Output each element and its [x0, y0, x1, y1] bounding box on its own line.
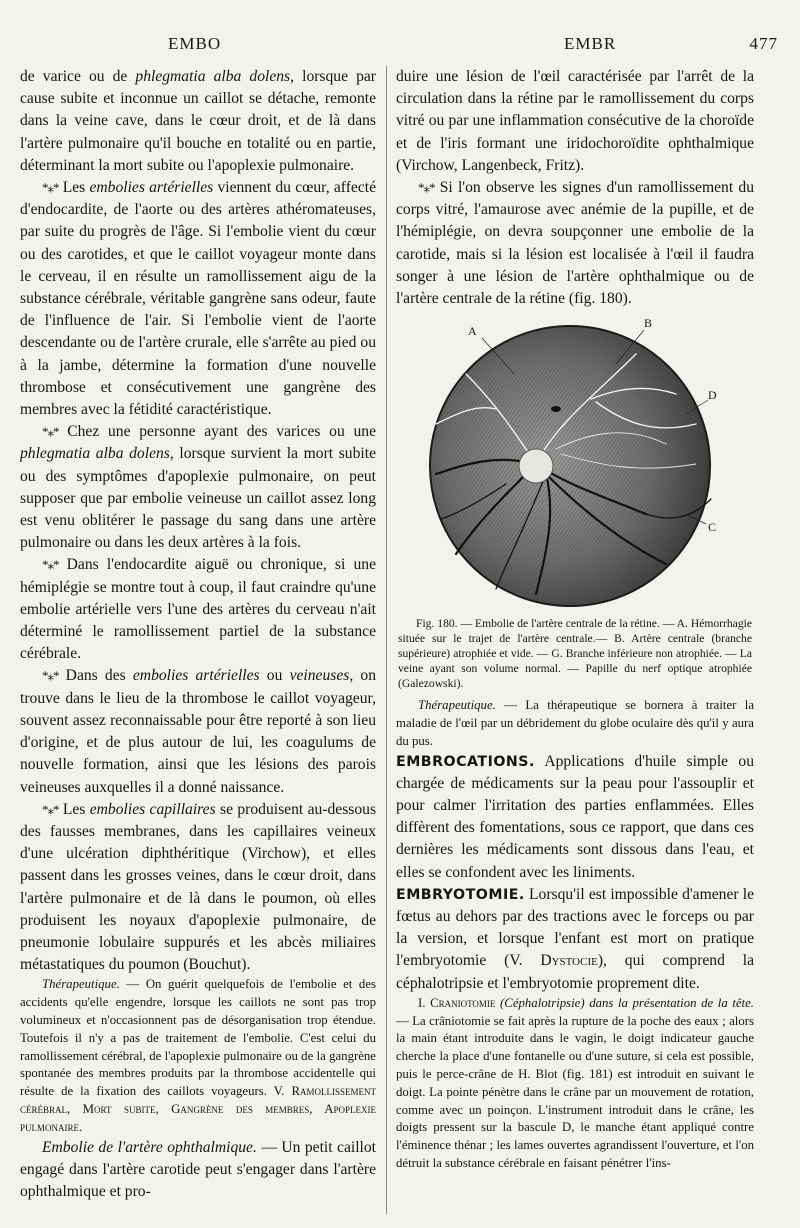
running-header	[18, 34, 778, 60]
text-run: — Un petit caillot engagé dans l'artère carotide peut s'engager dans l'artère ophthalmique et pro-	[20, 1138, 376, 1200]
asterism-icon: *⁎*	[42, 668, 59, 684]
retina-engraving	[396, 314, 754, 610]
italic-term: veineuses	[289, 667, 350, 685]
entry-embrocations	[396, 751, 754, 884]
subsection-title: Embolie de l'artère ophthalmique.	[42, 1138, 257, 1156]
italic-term: embolies capillaires	[89, 800, 216, 818]
fundus-hatching	[430, 326, 710, 606]
entry-headword: EMBROCATIONS.	[396, 753, 535, 770]
italic-term: phlegmatia alba dolens	[135, 68, 291, 85]
figure-label-a: A	[468, 324, 477, 339]
cross-references: Ramollissement cérébral, Mort subite, Gangrène des membres, Apoplexie pulmonaire.	[20, 1084, 376, 1134]
text-run: Si l'on observe les signes d'un ramollissement du corps vitré, l'amaurose avec anémie de la pupille, et de l'hémiplégie, on devra soupçonner une embolie de la carotide, mais si la lésion est localisée à l'œil il faudra songer à une lésion de l'artère ophthalmique ou de l'artère centrale de la rétine (fig. 180).	[396, 179, 754, 308]
paragraph-embolies-capillaires	[20, 799, 376, 977]
text-run: ou	[259, 667, 290, 685]
text-run: viennent du cœur, affecté d'endocardite, de l'aorte ou des artères athéromateuses, par suite du progrès de l'âge. Si l'embolie vient du cœur ou des carotides, et que le caillot voyageur monte dans le cerveau, il en résulte un ramollissement aigu de la substance cérébrale, véritable gangrène sans odeur, faute de l'influence de l'air. Si l'embolie vient de l'aorte descendante ou de l'artère crurale, elle s'arrête au pied ou à la jambe, détermine la formation d'une nouvelle thrombose et consécutivement une gangrène des membres avec la fétidité caractéristique.	[20, 179, 376, 419]
text-run: Lorsqu'il est impossible d'amener le fœtus au dehors par des tractions avec le forceps ou par la version, et lorsque l'enfant est mort on pratique l'embryotomie (V.	[396, 885, 754, 970]
entry-headword: EMBRYOTOMIE.	[396, 886, 525, 903]
figure-label-d: D	[708, 388, 717, 403]
asterism-icon: *⁎*	[42, 557, 59, 573]
text-run: Applications d'huile simple ou chargée de médicaments sur la peau pour l'assouplir et pour calmer l'irritation des parties enflammées. Elles diffèrent des fomentations, sous ce rapport, que dans ces dernières les médicaments sont dissous dans l'eau, et elles se confondent avec les liniments.	[396, 752, 754, 881]
optic-papilla	[519, 449, 553, 483]
paragraph-embolies-arterielles	[20, 177, 376, 421]
figure-180	[396, 314, 754, 610]
paragraph-craniotomie	[396, 995, 754, 1173]
cross-reference: Dystocie	[540, 952, 598, 970]
section-title: Craniotomie	[430, 995, 496, 1010]
text-run: — La thérapeutique se bornera à traiter la maladie de l'œil par un débridement du globe oculaire dès qu'il y aura du pus.	[396, 698, 754, 748]
text-run: Dans l'endocardite aiguë ou chronique, si une hémiplégie se montre tout à coup, il faut craindre qu'une embolie artérielle vers l'une des artères du cerveau n'ait déterminé le ramollissement partiel de la substance cérébrale.	[20, 556, 376, 663]
paragraph-therapeutique-right	[396, 697, 754, 750]
italic-term: phlegmatia alba dolens	[20, 445, 170, 463]
hemorrhage-spot	[551, 406, 561, 412]
section-number: I.	[418, 995, 431, 1010]
italic-term: embolies artérielles	[132, 667, 260, 685]
paragraph-ramollissement	[396, 177, 754, 310]
paragraph-endocardite	[20, 554, 376, 665]
paragraph-varices	[20, 421, 376, 554]
text-run: , on trouve dans le lieu de la thrombose le caillot voyageur, souvent assez reconnaissable pour être reporté à son lieu d'origine, et de plus autour de lui, les coagulums de nouvelle formation, ainsi que les lésions des parois veineuses auxquelles il a donné naissance.	[20, 667, 376, 796]
text-run: , lorsque par cause subite et inconnue un caillot se détache, remonte dans la veine cave, dans le cœur droit, et de là dans l'artère pulmonaire qu'il bouche en totalité ou en partie, déterminant la mort subite ou l'apoplexie pulmonaire.	[20, 68, 376, 174]
entry-embryotomie	[396, 884, 754, 995]
paragraph-thrombose	[20, 665, 376, 798]
header-center-word: EMBR	[564, 34, 617, 53]
asterism-icon: *⁎*	[42, 424, 59, 440]
section-label: Thérapeutique.	[418, 698, 496, 713]
figure-caption: Fig. 180. — Embolie de l'artère centrale de la rétine. — A. Hémorrhagie située sur le trajet de l'artère centrale.— B. Artère centrale (branche supérieure) atrophiée et vide. — G. Branche inférieure non atrophiée. — La veine ayant son volume normal. — Papille du nerf optique atrophiée (Galezowski).	[398, 617, 752, 691]
figure-label-b: B	[644, 316, 653, 331]
asterism-icon: *⁎*	[42, 180, 59, 196]
text-run: — On guérit quelquefois de l'embolie et des accidents qu'elle engendre, lorsque les caillots ne sont pas trop volumineux et n'occasionnent pas de désorganisation trop étendue. Toutefois il n'y a pas de traitement de l'embolie. C'est celui du ramollissement cérébral, de l'apoplexie pulmonaire ou de la gangrène spontanée des membres produits par la thrombose accidentelle qui résulte de la fixation des caillots voyageurs. V.	[20, 977, 376, 1099]
asterism-icon: *⁎*	[42, 801, 59, 817]
italic-term: embolies artérielles	[89, 179, 214, 197]
text-run: de varice ou de	[20, 68, 136, 85]
paragraph-therapeutique-left	[20, 976, 376, 1136]
page-number: 477	[749, 34, 778, 53]
right-column	[396, 66, 754, 1216]
section-subtitle: (Céphalotripsie) dans la présentation de la tête.	[495, 995, 754, 1010]
text-run: Dans des	[58, 667, 133, 685]
header-left-word: EMBO	[168, 34, 222, 53]
left-column	[20, 66, 376, 1216]
column-divider	[386, 66, 387, 1214]
section-label: Thérapeutique.	[42, 977, 120, 992]
figure-label-c: C	[708, 520, 717, 535]
text-run: — La crâniotomie se fait après la rupture de la poche des eaux ; alors la main étant introduite dans le vagin, le doigt indicateur gauche cherche la place d'une fontanelle ou d'une suture, si cela est possible, puis le perce-crâne de H. Blot (fig. 181) est introduit en suivant le doigt. La pointe pénètre dans le crâne par un mouvement de rotation, comme avec un poinçon. L'instrument introduit dans le crâne, les doigts pressent sur la bascule D, le manche étant appliqué contre l'éminence thénar ; les lames ouvertes agrandissent l'ouverture, et l'on détruit la substance cérébrale en faisant pénétrer l'ins-	[396, 1013, 754, 1171]
paragraph-lesion-oeil	[396, 66, 754, 177]
text-run: duire une lésion de l'œil caractérisée par l'arrêt de la circulation dans la rétine par le ramollissement du corps vitré ou par une inflammation consécutive de la choroïde et de l'iris formant une iridochoroïdite ophthalmique (Virchow, Langenbeck, Fritz).	[396, 68, 754, 174]
text-run: ), qui comprend la céphalotripsie et l'embryotomie proprement dite.	[396, 952, 754, 992]
asterism-icon: *⁎*	[418, 180, 435, 196]
paragraph-embolie-ophthalmique	[20, 1137, 376, 1204]
text-run: Les	[58, 800, 90, 818]
text-run: se produisent au-dessous des fausses membranes, dans les capillaires veineux d'une ulcération diphthéritique (Virchow), et elles passent dans les grosses veines, dans le cœur droit, dans l'artère pulmonaire et de là dans le poumon, où elles produisent les noyaux d'apoplexie pulmonaire, de pneumonie lobulaire suppurés et les abcès miliaires métastatiques du poumon (Bouchut).	[20, 800, 376, 974]
text-run: Les	[58, 179, 90, 197]
text-run: , lorsque survient la mort subite ou des symptômes d'apoplexie pulmonaire, on peut supposer que par embolie veineuse un caillot assez long est venu oblitérer le passage du sang dans une artère pulmonaire ou dans les deux artères à la fois.	[20, 445, 376, 552]
text-run: Chez une personne ayant des varices ou une	[58, 423, 376, 441]
paragraph-varice	[20, 66, 376, 177]
